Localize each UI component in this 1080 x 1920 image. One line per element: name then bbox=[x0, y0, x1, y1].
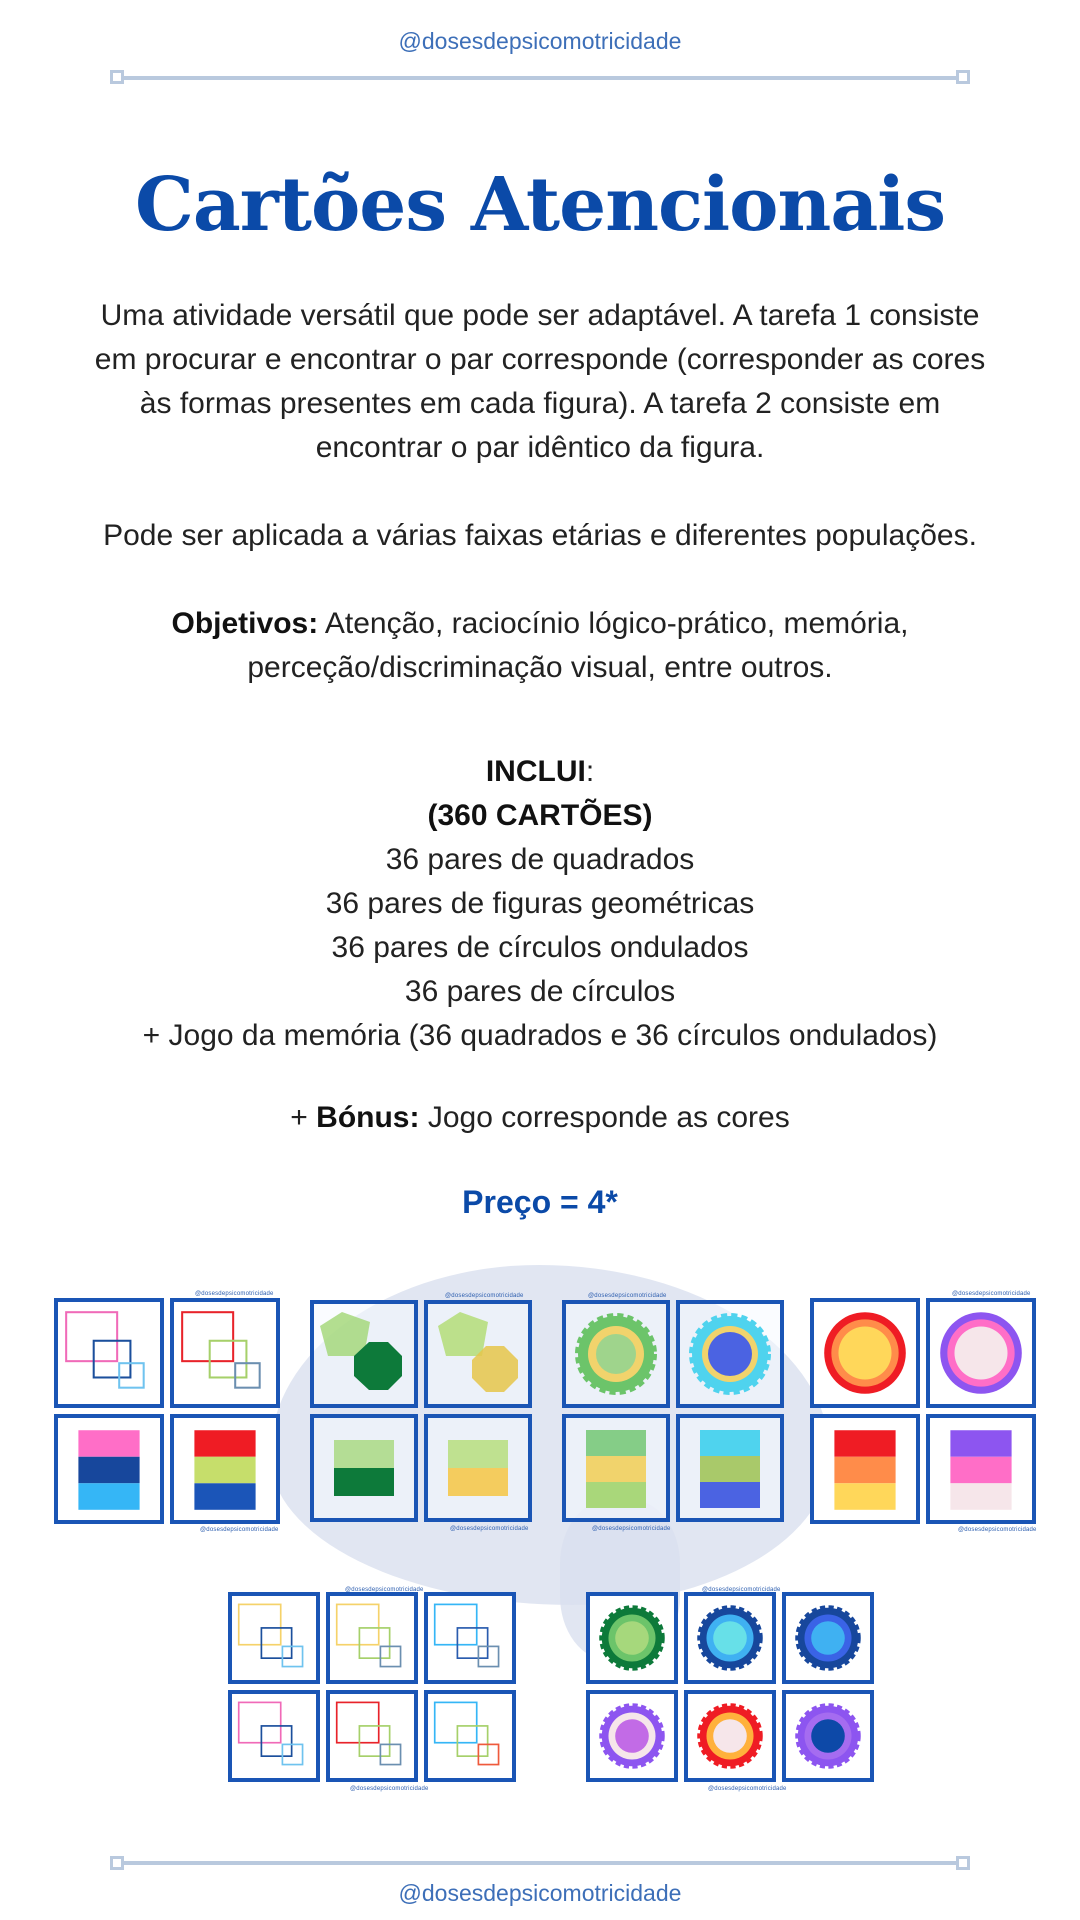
squares-illustration bbox=[58, 1302, 160, 1404]
bottom-divider-end-right bbox=[956, 1856, 970, 1870]
squares-illustration bbox=[330, 1596, 414, 1680]
circle-illustration bbox=[930, 1302, 1032, 1404]
card-caption: @dosesdepsicomotricidade bbox=[592, 1526, 671, 1532]
memory-card-wavy-circles bbox=[782, 1592, 874, 1684]
includes-item: + Jogo da memória (36 quadrados e 36 círculos ondulados) bbox=[142, 1019, 938, 1052]
blocks-illustration bbox=[314, 1418, 414, 1518]
bonus-prefix: + bbox=[290, 1101, 317, 1134]
wavy-circle-illustration bbox=[590, 1596, 674, 1680]
description-line: encontrar o par idêntico da figura. bbox=[315, 431, 765, 464]
wavy-circle-illustration bbox=[590, 1694, 674, 1778]
card-caption: @dosesdepsicomotricidade bbox=[345, 1587, 424, 1593]
wavy-circle-illustration bbox=[688, 1596, 772, 1680]
includes-item: 36 pares de círculos bbox=[404, 975, 676, 1008]
blocks-illustration bbox=[680, 1418, 780, 1518]
memory-card-squares bbox=[326, 1592, 418, 1684]
bonus-line bbox=[40, 1096, 1040, 1140]
strips-illustration bbox=[814, 1418, 916, 1520]
squares-illustration bbox=[330, 1694, 414, 1778]
card-wavy-circles bbox=[676, 1300, 784, 1408]
squares-illustration bbox=[428, 1694, 512, 1778]
top-divider-end-right bbox=[956, 70, 970, 84]
geometric-illustration bbox=[314, 1304, 414, 1404]
bonus-label: Bónus: bbox=[316, 1101, 420, 1134]
price: Preço = 4* bbox=[462, 1184, 618, 1220]
card-geometric bbox=[424, 1300, 532, 1408]
objectives-label: Objetivos: bbox=[171, 607, 319, 640]
wavy-circle-illustration bbox=[566, 1304, 666, 1404]
card-color-blocks bbox=[310, 1414, 418, 1522]
includes-count: (360 CARTÕES) bbox=[427, 799, 653, 832]
wavy-circle-illustration bbox=[786, 1694, 870, 1778]
includes-item: 36 pares de quadrados bbox=[385, 843, 695, 876]
includes-item: 36 pares de figuras geométricas bbox=[325, 887, 755, 920]
card-caption: @dosesdepsicomotricidade bbox=[445, 1293, 524, 1299]
card-color-blocks bbox=[562, 1414, 670, 1522]
objectives-text: Atenção, raciocínio lógico-prático, memória, bbox=[318, 607, 909, 640]
squares-illustration bbox=[232, 1596, 316, 1680]
page-title: Cartões Atencionais bbox=[134, 162, 946, 248]
card-caption: @dosesdepsicomotricidade bbox=[952, 1291, 1031, 1297]
card-color-strips bbox=[170, 1414, 280, 1524]
bottom-divider-end-left bbox=[110, 1856, 124, 1870]
description-line: em procurar e encontrar o par corresponde (corresponder as cores bbox=[94, 343, 986, 376]
strips-illustration bbox=[930, 1418, 1032, 1520]
includes-label: INCLUI bbox=[485, 755, 586, 788]
blocks-illustration bbox=[428, 1418, 528, 1518]
memory-card-squares bbox=[228, 1592, 320, 1684]
card-squares bbox=[170, 1298, 280, 1408]
memory-card-wavy-circles bbox=[684, 1592, 776, 1684]
memory-card-squares bbox=[424, 1592, 516, 1684]
card-caption: @dosesdepsicomotricidade bbox=[708, 1786, 787, 1792]
top-divider-end-left bbox=[110, 70, 124, 84]
memory-card-wavy-circles bbox=[586, 1690, 678, 1782]
description bbox=[40, 294, 1040, 470]
bonus-text: Jogo corresponde as cores bbox=[419, 1101, 790, 1134]
includes-item: 36 pares de círculos ondulados bbox=[331, 931, 749, 964]
circle-illustration bbox=[814, 1302, 916, 1404]
card-caption: @dosesdepsicomotricidade bbox=[195, 1291, 274, 1297]
card-squares bbox=[54, 1298, 164, 1408]
objectives-text-2: perceção/discriminação visual, entre outros. bbox=[247, 651, 833, 684]
card-caption: @dosesdepsicomotricidade bbox=[958, 1527, 1037, 1533]
card-color-blocks bbox=[676, 1414, 784, 1522]
strips-illustration bbox=[174, 1418, 276, 1520]
squares-illustration bbox=[428, 1596, 512, 1680]
top-divider bbox=[110, 76, 970, 80]
includes-colon: : bbox=[585, 755, 595, 788]
card-color-blocks bbox=[424, 1414, 532, 1522]
card-circles bbox=[926, 1298, 1036, 1408]
card-caption: @dosesdepsicomotricidade bbox=[450, 1526, 529, 1532]
geometric-illustration bbox=[428, 1304, 528, 1404]
wavy-circle-illustration bbox=[786, 1596, 870, 1680]
wavy-circle-illustration bbox=[688, 1694, 772, 1778]
card-color-strips bbox=[926, 1414, 1036, 1524]
card-geometric bbox=[310, 1300, 418, 1408]
card-color-strips bbox=[54, 1414, 164, 1524]
strips-illustration bbox=[58, 1418, 160, 1520]
card-caption: @dosesdepsicomotricidade bbox=[702, 1587, 781, 1593]
card-wavy-circles bbox=[562, 1300, 670, 1408]
squares-illustration bbox=[174, 1302, 276, 1404]
memory-card-squares bbox=[424, 1690, 516, 1782]
blocks-illustration bbox=[566, 1418, 666, 1518]
memory-card-squares bbox=[326, 1690, 418, 1782]
card-color-strips bbox=[810, 1414, 920, 1524]
header-handle: @dosesdepsicomotricidade bbox=[398, 28, 682, 54]
bottom-divider bbox=[110, 1861, 970, 1865]
description-line: Uma atividade versátil que pode ser adaptável. A tarefa 1 consiste bbox=[100, 299, 980, 332]
audience-text: Pode ser aplicada a várias faixas etárias e diferentes populações. bbox=[103, 519, 977, 552]
memory-card-squares bbox=[228, 1690, 320, 1782]
card-circles bbox=[810, 1298, 920, 1408]
card-caption: @dosesdepsicomotricidade bbox=[588, 1293, 667, 1299]
includes-section bbox=[40, 750, 1040, 1058]
card-caption: @dosesdepsicomotricidade bbox=[200, 1527, 279, 1533]
memory-card-wavy-circles bbox=[586, 1592, 678, 1684]
footer-handle: @dosesdepsicomotricidade bbox=[398, 1880, 682, 1906]
wavy-circle-illustration bbox=[680, 1304, 780, 1404]
squares-illustration bbox=[232, 1694, 316, 1778]
memory-card-wavy-circles bbox=[684, 1690, 776, 1782]
memory-card-wavy-circles bbox=[782, 1690, 874, 1782]
card-caption: @dosesdepsicomotricidade bbox=[350, 1786, 429, 1792]
objectives bbox=[40, 602, 1040, 690]
description-line: às formas presentes em cada figura). A tarefa 2 consiste em bbox=[139, 387, 941, 420]
